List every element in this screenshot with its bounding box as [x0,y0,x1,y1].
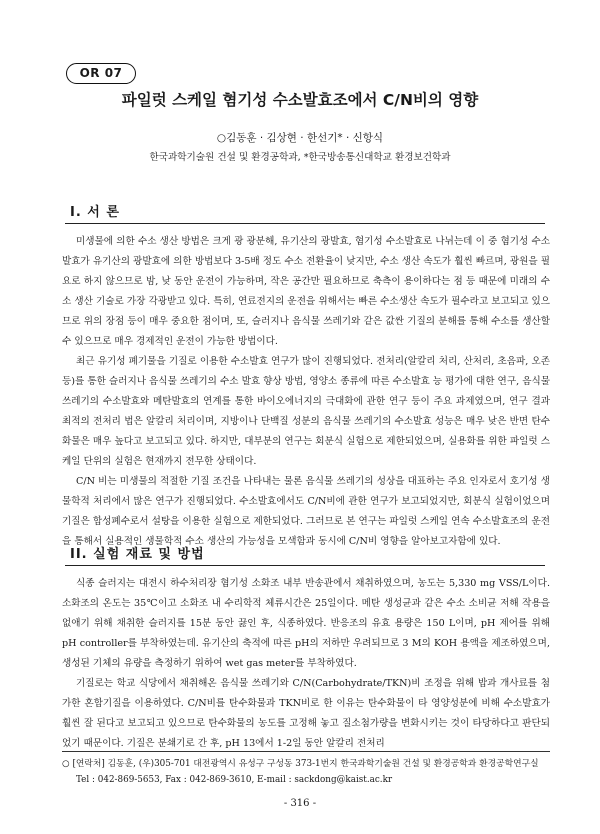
section-heading-methods: II. 실험 재료 및 방법 [70,547,205,562]
footnote-rule [62,751,550,752]
footnote-contact: ○ [연락처] 김동훈, (우)305-701 대전광역시 유성구 구성동 373-1번지 한국과학기술원 건설 및 환경공학과 환경공학연구실 [62,759,539,769]
section-divider [65,565,545,566]
introduction-body [62,232,550,552]
section-heading-introduction: I. 서 론 [70,205,120,220]
methods-body [62,574,550,754]
paragraph: 미생물에 의한 수소 생산 방법은 크게 광 광분해, 유기산의 광발효, 혐기성 수소발효로 나뉘는데 이 중 혐기성 수소발효가 유기산의 광발효에 의한 방법보다 3-5배 정도 수소 전환율이 낮지만, 수소 생산 속도가 훨씬 빠르며, 광원을 필요로 하지 않으므로 밤, 낮 동안 운전이 가능하며, 작은 공간만 필요하므로 축측이 용이하다는 점 등 때문에 미래의 수소 생산 기술로 가장 각광받고 있다. 특히, 연료전지의 운전을 위해서는 빠른 수소생산 속도가 필수라고 보고되고 있으므로 위의 장점 등이 매우 중요한 점이며, 또, 슬러지나 음식물 쓰레기와 같은 값싼 기질의 분해를 통해 수소를 생산할 수 있으므로 매우 경제적인 운전이 가능한 방법이다. [62,236,550,347]
page-number: - 316 - [283,798,317,809]
authors: ○김동훈 · 김상현 · 한선기* · 신항식 [216,132,384,144]
session-code-badge: OR 07 [66,63,136,84]
footnote-phone-email: Tel : 042-869-5653, Fax : 042-869-3610, E-mail : sackdong@kaist.ac.kr [76,775,393,785]
footnote [62,756,550,788]
paragraph: 기질로는 학교 식당에서 채취해온 음식물 쓰레기와 C/N(Carbohydrate/TKN)비 조정을 위해 밥과 개사료를 첨가한 혼합기질을 이용하였다. C/N비를 탄수화물과 TKN비로 한 이유는 탄수화물이 타 영양성분에 비해 수소발효가 훨씬 잘 된다고 보고되고 있으므로 탄수화물의 농도를 고정해 놓고 질소첨가량을 변화시키는 것이 타당하다고 판단되었기 때문이다. 기질은 분쇄기로 간 후, pH 13에서 1-2일 동안 알칼리 전처리 [62,678,550,749]
paper-title: 파일럿 스케일 혐기성 수소발효조에서 C/N비의 영향 [121,91,479,109]
paragraph: C/N 비는 미생물의 적절한 기질 조건을 나타내는 물론 음식물 쓰레기의 성상을 대표하는 주요 인자로서 호기성 생물학적 처리에서 많은 연구가 진행되었다. 수소발효에서도 C/N비에 관한 연구가 보고되었지만, 회분식 실험이었으며 기질은 합성폐수로서 설탕을 이용한 실험으로 제한되었다. 그러므로 본 연구는 파일럿 스케일 연속 수소발효조의 운전을 통해서 실용적인 생물학적 수소 생산의 가능성을 모색함과 동시에 C/N비 영향을 알아보고자함에 있다. [62,476,550,547]
affiliation: 한국과학기술원 건설 및 환경공학과, *한국방송통신대학교 환경보건학과 [149,152,451,163]
paragraph: 식종 슬러지는 대전시 하수처리장 혐기성 소화조 내부 반송관에서 채취하였으며, 농도는 5,330 mg VSS/L이다. 소화조의 온도는 35℃이고 소화조 내 수리학적 체류시간은 25일이다. 메탄 생성균과 같은 수소 소비균 저해 작용을 없애기 위해 채취한 슬러지를 15분 동안 끓인 후, 식종하였다. 반응조의 유효 용량은 150 L이며, pH 제어를 위해 pH controller를 부착하였는데. 유기산의 축적에 따른 pH의 저하만 우려되므로 3 M의 KOH 용액을 제조하였으며, 생성된 기체의 유량을 측정하기 위하여 wet gas meter를 부착하였다. [62,578,550,669]
section-divider [65,223,545,224]
paragraph: 최근 유기성 폐기물을 기질로 이용한 수소발효 연구가 많이 진행되었다. 전처리(알칼리 처리, 산처리, 초음파, 오존 등)를 통한 슬러지나 음식물 쓰레기의 수소 발효 향상 방법, 영양소 종류에 따른 수소발효 능 평가에 대한 연구, 음식물 쓰레기의 수소발효와 메탄발효의 연계를 통한 바이오에너지의 극대화에 관한 연구 등이 주요 과제였으며, 연구 결과 최적의 전처리 법은 알칼리 처리이며, 지방이나 단백질 성분의 음식물 쓰레기의 수소발효 성능은 매우 낮은 반면 탄수화물은 매우 높다고 보고되고 있다. 하지만, 대부분의 연구는 회분식 실험으로 제한되었으며, 실용화를 위한 파일럿 스케일 단위의 실험은 현재까지 전무한 상태이다. [62,356,550,467]
